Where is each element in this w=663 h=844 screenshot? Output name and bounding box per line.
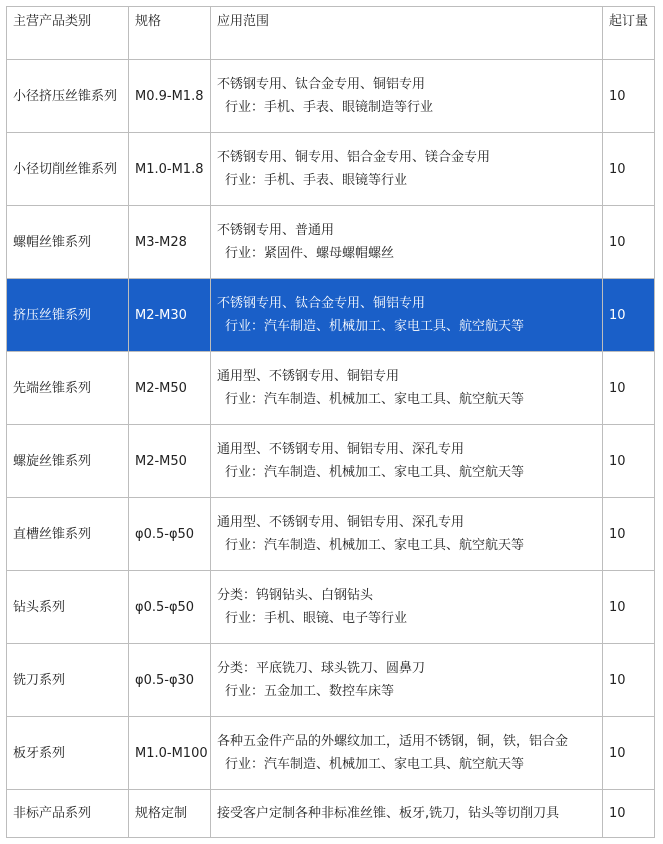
- application-usage: 通用型、不锈钢专用、铜铝专用: [217, 369, 400, 384]
- cell-spec: φ0.5-φ30: [129, 644, 211, 717]
- cell-spec: M2-M50: [129, 352, 211, 425]
- cell-category: 先端丝锥系列: [7, 352, 129, 425]
- table-row: [7, 206, 655, 279]
- header-application: 应用范围: [211, 7, 603, 60]
- cell-category: 非标产品系列: [7, 790, 129, 838]
- cell-application: [211, 206, 603, 279]
- cell-moq: 10: [603, 352, 655, 425]
- cell-application: [211, 644, 603, 717]
- cell-spec: M2-M50: [129, 425, 211, 498]
- application-usage: 不锈钢专用、普通用: [217, 223, 335, 238]
- cell-moq: 10: [603, 60, 655, 133]
- application-industry: 行业：五金加工、数控车床等: [225, 684, 395, 699]
- table-row: [7, 571, 655, 644]
- application-industry: 行业：汽车制造、机械加工、家电工具、航空航天等: [225, 319, 525, 334]
- cell-moq: 10: [603, 790, 655, 838]
- cell-moq: 10: [603, 717, 655, 790]
- cell-category: 直槽丝锥系列: [7, 498, 129, 571]
- application-usage: 不锈钢专用、钛合金专用、铜铝专用: [217, 77, 426, 92]
- product-table: [6, 6, 655, 838]
- table-row: [7, 425, 655, 498]
- cell-moq: 10: [603, 644, 655, 717]
- header-spec: 规格: [129, 7, 211, 60]
- cell-spec: M3-M28: [129, 206, 211, 279]
- cell-category: 挤压丝锥系列: [7, 279, 129, 352]
- table-row: [7, 133, 655, 206]
- application-industry: 行业：汽车制造、机械加工、家电工具、航空航天等: [225, 465, 525, 480]
- application-usage: 不锈钢专用、钛合金专用、铜铝专用: [217, 296, 426, 311]
- cell-spec: M1.0-M1.8: [129, 133, 211, 206]
- cell-moq: 10: [603, 279, 655, 352]
- table-row: [7, 352, 655, 425]
- cell-category: 小径挤压丝锥系列: [7, 60, 129, 133]
- header-category: 主营产品类别: [7, 7, 129, 60]
- application-industry: 行业：汽车制造、机械加工、家电工具、航空航天等: [225, 538, 525, 553]
- application-industry: 行业：手机、手表、眼镜等行业: [225, 173, 408, 188]
- cell-application: [211, 571, 603, 644]
- cell-spec: φ0.5-φ50: [129, 571, 211, 644]
- header-moq: 起订量: [603, 7, 655, 60]
- cell-application: [211, 133, 603, 206]
- application-industry: 行业：手机、眼镜、电子等行业: [225, 611, 408, 626]
- cell-spec: M1.0-M100: [129, 717, 211, 790]
- cell-category: 铣刀系列: [7, 644, 129, 717]
- application-industry: 行业：汽车制造、机械加工、家电工具、航空航天等: [225, 392, 525, 407]
- application-usage: 分类：钨钢钻头、白钢钻头: [217, 588, 374, 603]
- cell-application: [211, 790, 603, 838]
- cell-moq: 10: [603, 498, 655, 571]
- table-row: [7, 790, 655, 838]
- cell-moq: 10: [603, 425, 655, 498]
- cell-application: [211, 717, 603, 790]
- header-row: [7, 7, 655, 60]
- cell-category: 螺旋丝锥系列: [7, 425, 129, 498]
- cell-moq: 10: [603, 206, 655, 279]
- cell-application: [211, 60, 603, 133]
- cell-spec: 规格定制: [129, 790, 211, 838]
- table-body: [7, 60, 655, 838]
- application-industry: 行业：汽车制造、机械加工、家电工具、航空航天等: [225, 757, 525, 772]
- cell-spec: M0.9-M1.8: [129, 60, 211, 133]
- table-row: [7, 644, 655, 717]
- table-row: [7, 717, 655, 790]
- application-usage: 通用型、不锈钢专用、铜铝专用、深孔专用: [217, 442, 465, 457]
- cell-category: 钻头系列: [7, 571, 129, 644]
- cell-moq: 10: [603, 571, 655, 644]
- cell-spec: M2-M30: [129, 279, 211, 352]
- table-row: [7, 279, 655, 352]
- application-usage: 不锈钢专用、铜专用、铝合金专用、镁合金专用: [217, 150, 491, 165]
- cell-application: [211, 279, 603, 352]
- cell-application: [211, 498, 603, 571]
- application-industry: 行业：手机、手表、眼镜制造等行业: [225, 100, 434, 115]
- cell-spec: φ0.5-φ50: [129, 498, 211, 571]
- cell-category: 小径切削丝锥系列: [7, 133, 129, 206]
- cell-moq: 10: [603, 133, 655, 206]
- application-industry: 行业：紧固件、螺母螺帽螺丝: [225, 246, 395, 261]
- table-row: [7, 498, 655, 571]
- cell-application: [211, 352, 603, 425]
- application-usage: 各种五金件产品的外螺纹加工，适用不锈钢，铜，铁，铝合金: [217, 734, 569, 749]
- application-usage: 分类：平底铣刀、球头铣刀、圆鼻刀: [217, 661, 426, 676]
- cell-category: 板牙系列: [7, 717, 129, 790]
- application-usage: 接受客户定制各种非标准丝锥、板牙,铣刀，钻头等切削刀具: [217, 806, 560, 821]
- application-usage: 通用型、不锈钢专用、铜铝专用、深孔专用: [217, 515, 465, 530]
- table-row: [7, 60, 655, 133]
- cell-application: [211, 425, 603, 498]
- cell-category: 螺帽丝锥系列: [7, 206, 129, 279]
